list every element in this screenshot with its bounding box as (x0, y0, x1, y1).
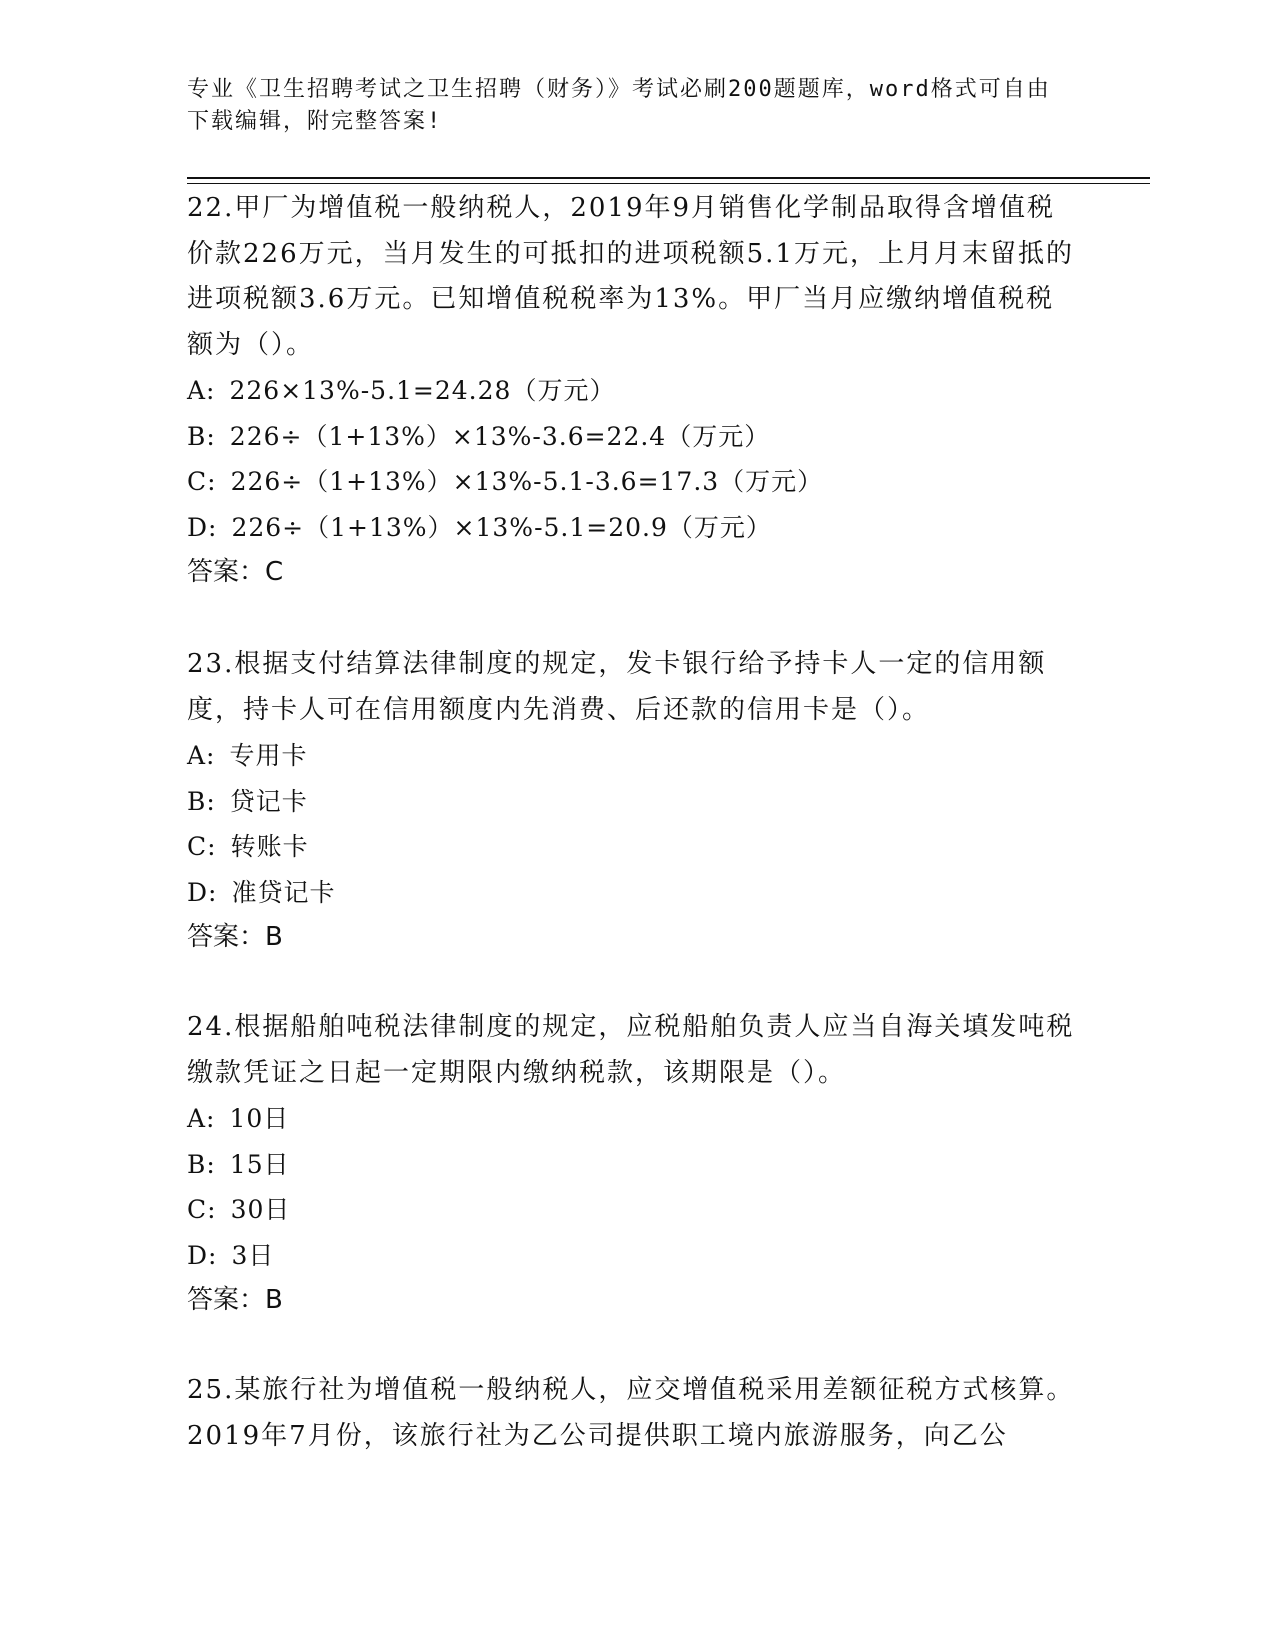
option-text: 226×13%-5.1=24.28（万元） (229, 376, 616, 405)
option-c (187, 1187, 1077, 1233)
option-text: 10日 (229, 1104, 290, 1133)
answer-line: 答案：B (187, 922, 283, 952)
question-25 (187, 1368, 1077, 1459)
option-c (187, 459, 1077, 505)
option-letter: D: (187, 512, 218, 542)
option-text: 转账卡 (230, 832, 309, 861)
answer-line: 答案：B (187, 1285, 283, 1315)
option-text: 准贷记卡 (231, 877, 336, 907)
option-text: 贷记卡 (229, 786, 308, 816)
option-c (187, 824, 1077, 870)
option-letter: A: (187, 1104, 216, 1133)
question-22 (187, 186, 1077, 596)
option-letter: C: (187, 832, 217, 861)
option-text: 3日 (231, 1240, 275, 1270)
option-text: 15日 (229, 1149, 290, 1179)
header-rule-thin (187, 183, 1150, 184)
option-d (187, 870, 1077, 916)
option-text: 226÷（1+13%）×13%-3.6=22.4（万元） (229, 421, 771, 451)
option-a (187, 1096, 1077, 1142)
header-rule-thick (187, 177, 1150, 179)
option-letter: D: (187, 877, 218, 907)
option-text: 30日 (230, 1195, 291, 1224)
question-stem: 24.根据船舶吨税法律制度的规定，应税船舶负责人应当自海关填发吨税缴款凭证之日起一定期限内缴纳税款，该期限是（）。 (187, 1012, 1075, 1088)
option-b (187, 414, 1077, 460)
option-letter: B: (187, 421, 216, 451)
option-letter: C: (187, 1195, 217, 1224)
option-d (187, 1233, 1077, 1279)
option-text: 226÷（1+13%）×13%-5.1-3.6=17.3（万元） (230, 467, 824, 496)
option-b (187, 1142, 1077, 1188)
question-stem: 23.根据支付结算法律制度的规定，发卡银行给予持卡人一定的信用额度，持卡人可在信用额度内先消费、后还款的信用卡是（）。 (187, 649, 1047, 725)
question-23 (187, 642, 1077, 961)
answer-line: 答案：C (187, 557, 284, 587)
option-letter: B: (187, 786, 216, 816)
option-a (187, 733, 1077, 779)
option-letter: A: (187, 741, 216, 770)
option-letter: C: (187, 467, 217, 496)
option-letter: A: (187, 376, 216, 405)
option-a (187, 368, 1077, 414)
question-24 (187, 1005, 1077, 1324)
question-stem: 22.甲厂为增值税一般纳税人，2019年9月销售化学制品取得含增值税价款226万元，当月发生的可抵扣的进项税额5.1万元，上月月末留抵的进项税额3.6万元。已知增值税税率为13%。甲厂当月应缴纳增值税税额为（）。 (187, 193, 1074, 360)
option-d (187, 505, 1077, 551)
option-b (187, 779, 1077, 825)
question-stem: 25.某旅行社为增值税一般纳税人，应交增值税采用差额征税方式核算。2019年7月份，该旅行社为乙公司提供职工境内旅游服务，向乙公 (187, 1375, 1075, 1451)
option-letter: D: (187, 1240, 218, 1270)
option-letter: B: (187, 1149, 216, 1179)
option-text: 专用卡 (229, 741, 308, 770)
document-header: 专业《卫生招聘考试之卫生招聘（财务）》考试必刷200题题库，word格式可自由下载编辑，附完整答案! (187, 77, 1051, 134)
option-text: 226÷（1+13%）×13%-5.1=20.9（万元） (231, 512, 772, 542)
